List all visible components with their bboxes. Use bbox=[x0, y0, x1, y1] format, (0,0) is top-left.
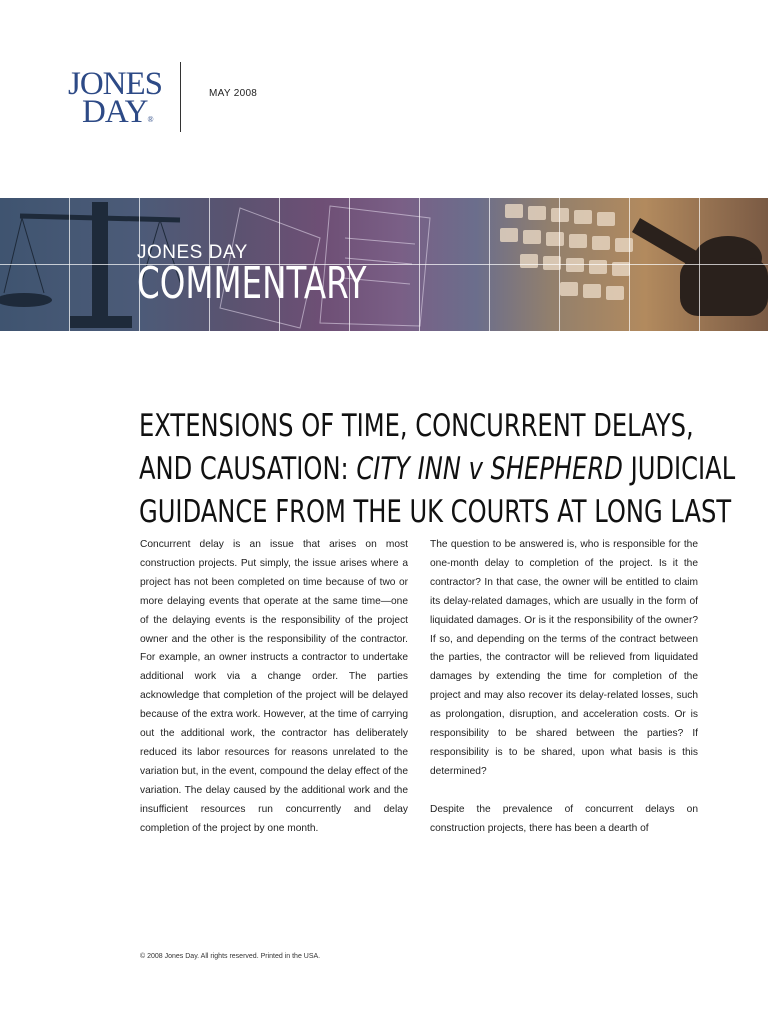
logo-line-1: JONES bbox=[68, 66, 163, 102]
headline-line-2: AND CAUSATION: CITY INN v SHEPHERD JUDICIAL bbox=[139, 450, 736, 487]
copyright-footer: © 2008 Jones Day. All rights reserved. Printed in the USA. bbox=[140, 953, 321, 960]
banner-title: COMMENTARY bbox=[137, 258, 367, 309]
article-headline bbox=[139, 405, 736, 534]
body-column-left bbox=[140, 536, 408, 857]
banner-brand: JONES DAY bbox=[137, 242, 248, 263]
logo-line-2: DAY® bbox=[82, 94, 154, 130]
banner-imagery bbox=[0, 198, 768, 331]
body-paragraph: The question to be answered is, who is responsible for the one-month delay to completion of the project. Is it the contractor? In that case, the owner will be entitled to claim its delay-related damages, which are usually in the form of liquidated damages. Or is it the responsibility of the owner? If so, and depending on the terms of the contract between the parties, the contractor will be relieved from liquidated damages by extending the time for completion of the project and may also recover its delay-related losses, such as prolongation, disruption, and acceleration costs. Or is responsibility to be shared between the parties? If responsibility is to be shared, upon what basis is this determined? bbox=[430, 539, 698, 777]
headline-line-3: GUIDANCE FROM THE UK COURTS AT LONG LAST bbox=[139, 493, 732, 530]
publication-date: MAY 2008 bbox=[209, 88, 258, 99]
keyboard-icon bbox=[500, 204, 633, 300]
headline-line-1: EXTENSIONS OF TIME, CONCURRENT DELAYS, bbox=[139, 407, 694, 444]
case-name: CITY INN v SHEPHERD bbox=[356, 450, 623, 487]
body-paragraph: Despite the prevalence of concurrent delays on construction projects, there has been a dearth of bbox=[430, 803, 698, 834]
body-column-right bbox=[430, 536, 698, 857]
header-divider bbox=[180, 62, 181, 132]
body-paragraph: Concurrent delay is an issue that arises on most construction projects. Put simply, the issue arises where a project has not been completed on time because of two or more delaying events that operate at the same time—one of the delaying events is the responsibility of the project owner and the other is the responsibility of the contractor. For example, an owner instructs a contractor to undertake additional work via a change order. The parties acknowledge that completion of the project will be delayed because of the extra work. However, at the time of carrying out the additional work, the contractor has deliberately reduced its labor resources for reasons unrelated to the variation but, in the event, compound the delay effect of the variation. The delay caused by the additional work and the insufficient resources run concurrently and delay completion of the project by one month. bbox=[140, 539, 408, 834]
registered-mark: ® bbox=[147, 115, 154, 124]
jones-day-logo bbox=[68, 66, 163, 134]
commentary-banner bbox=[0, 198, 768, 331]
